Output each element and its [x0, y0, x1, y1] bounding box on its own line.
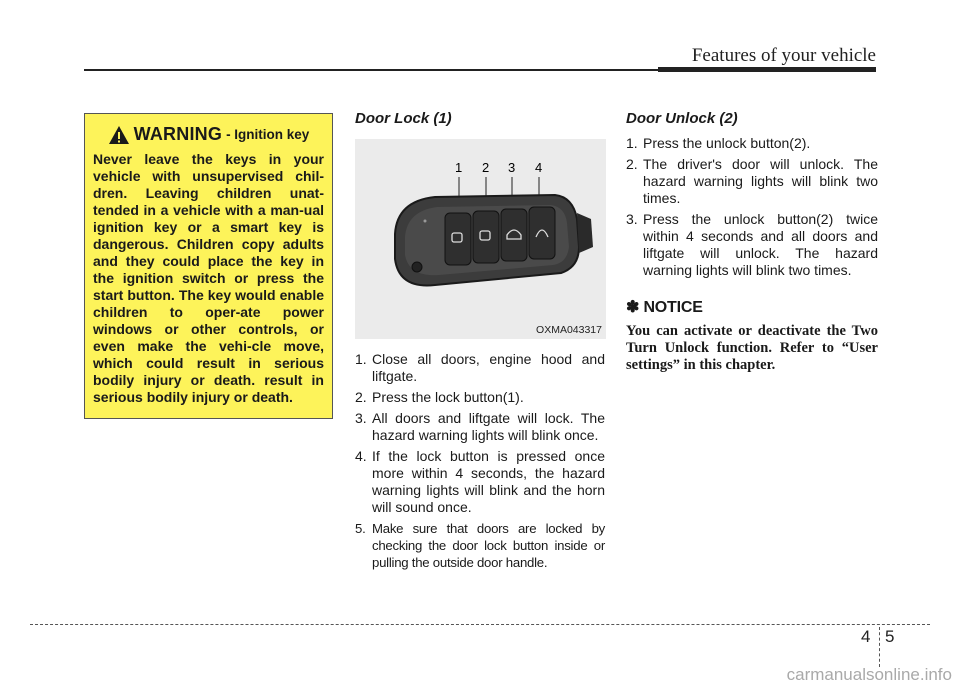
- list-item: 5. Make sure that doors are locked by checking the door lock button inside or pulling the outside door handle.: [355, 521, 605, 570]
- callout-2: 2: [482, 160, 490, 175]
- door-unlock-section: [626, 110, 878, 374]
- key-fob-illustration: [355, 139, 606, 339]
- list-item: 1. Close all doors, engine hood and liftgate.: [355, 351, 605, 384]
- chapter-number: 4: [861, 627, 871, 646]
- key-fob-figure: [355, 139, 606, 339]
- figure-code: OXMA043317: [536, 324, 602, 336]
- page-number: 5: [885, 627, 895, 646]
- notice-text: You can activate or deactivate the Two Turn Unlock function. Refer to “User settings” in this chapter.: [626, 323, 878, 373]
- door-unlock-steps: [626, 135, 878, 279]
- notice-title: ✽ NOTICE: [626, 299, 703, 316]
- header-rule-accent: [658, 67, 876, 72]
- list-item: 3. Press the unlock button(2) twice within 4 seconds and all doors and liftgate will unlock. The hazard warning lights will blink two times.: [626, 211, 878, 278]
- callout-3: 3: [508, 160, 516, 175]
- warning-subtitle: - Ignition key: [226, 127, 310, 142]
- callout-4: 4: [535, 160, 543, 175]
- section-header: Features of your vehicle: [691, 45, 876, 66]
- list-item: 2. Press the lock button(1).: [355, 389, 524, 405]
- callout-1: 1: [455, 160, 463, 175]
- list-item: 3. All doors and liftgate will lock. The hazard warning lights will blink once.: [355, 410, 605, 443]
- warning-box: [84, 113, 333, 419]
- footer-rule: [30, 624, 930, 625]
- warning-triangle-icon: [108, 125, 130, 145]
- door-lock-title: Door Lock (1): [355, 110, 452, 127]
- watermark: carmanualsonline.info: [786, 665, 952, 684]
- list-item: 2. The driver's door will unlock. The hazard warning lights will blink two times.: [626, 156, 878, 206]
- list-item: 4. If the lock button is pressed once more within 4 seconds, the hazard warning lights will blink and the horn will sound once.: [355, 448, 605, 515]
- door-unlock-title: Door Unlock (2): [626, 110, 738, 127]
- warning-text: Never leave the keys in your vehicle with unsupervised chil-dren. Leaving children unat-tended in a vehicle with a man-ual ignition key or a smart key is dangerous. Children copy adults and they could place the key in the ignition switch or press the start button. The key would enable children to oper-ate power windows or other controls, or even make the vehi-cle move, which could result in serious bodily injury or death. result in serious bodily injury or death.: [93, 151, 324, 405]
- warning-title: [93, 124, 324, 145]
- page-number-divider: [879, 627, 880, 667]
- door-lock-steps: [355, 351, 605, 571]
- list-item: 1. Press the unlock button(2).: [626, 135, 811, 151]
- door-lock-section: [355, 110, 605, 575]
- warning-word: WARNING: [133, 124, 223, 144]
